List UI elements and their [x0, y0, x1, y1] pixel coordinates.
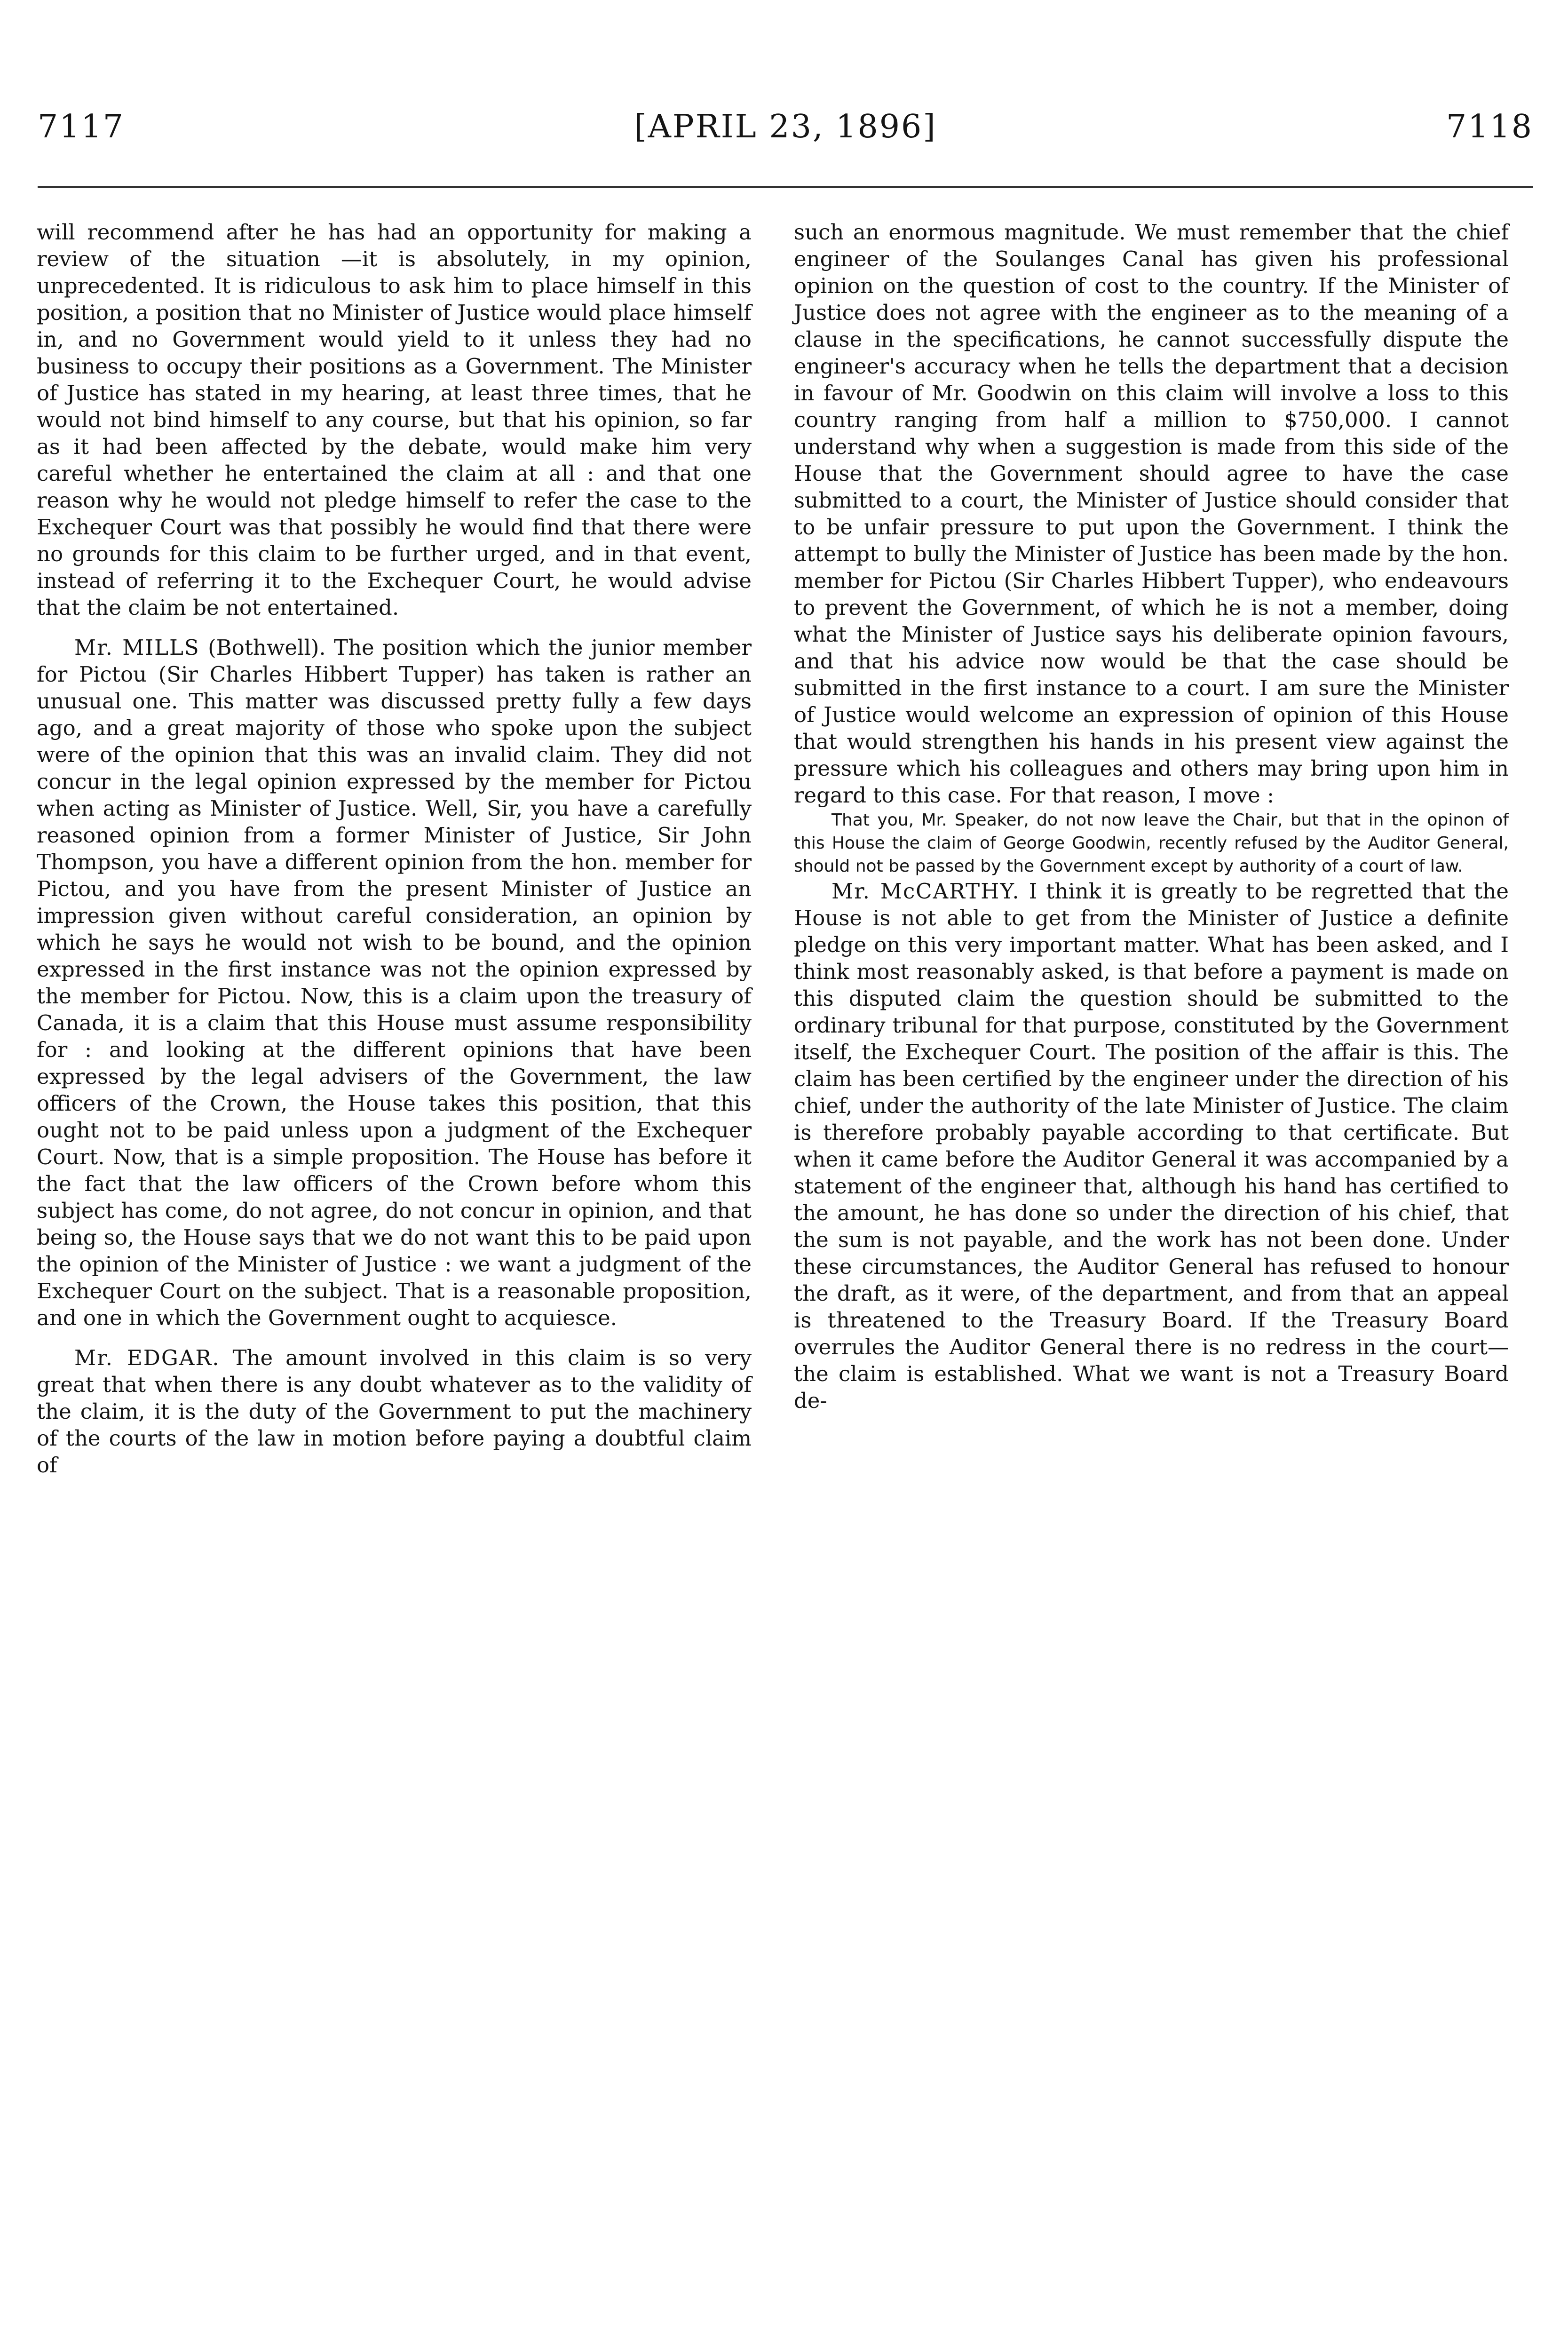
paragraph-edgar: [37, 1344, 752, 1478]
header-date: [APRIL 23, 1896]: [634, 108, 937, 145]
page-number-left: 7117: [38, 108, 125, 145]
speaker-mccarthy: Mr. McCARTHY.: [832, 879, 1020, 904]
header-rule: [38, 186, 1533, 188]
speech-edgar: The amount involved in this claim is so very great that when there is any doubt whatever as to the validity of the claim, it is the duty of the Government to put the machinery of the courts of the law in motion before paying a doubtful claim of: [37, 1345, 752, 1478]
paragraph-mills: [37, 634, 752, 1331]
page-number-right: 7118: [1446, 108, 1533, 145]
paragraph-mccarthy: [794, 878, 1509, 1414]
paragraph-edgar-continued: such an enormous magnitude. We must remember that the chief engineer of the Soulanges Canal has given his professional opinion on the question of cost to the country. If the Minister of Justice does not agree with the engineer as to the meaning of a clause in the specifications, he cannot successfully dispute the engineer's accuracy when he tells the department that a decision in favour of Mr. Goodwin on this claim will involve a loss to this country ranging from half a million to $750,000. I cannot understand why when a suggestion is made from this side of the House that the Government should agree to have the case submitted to a court, the Minister of Justice should consider that to be unfair pressure to put upon the Government. I think the attempt to bully the Minister of Justice has been made by the hon. member for Pictou (Sir Charles Hibbert Tupper), who endeavours to prevent the Government, of which he is not a member, doing what the Minister of Justice says his deliberate opinion favours, and that his advice now would be that the case should be submitted in the first instance to a court. I am sure the Minister of Justice would welcome an expression of opinion of this House that would strengthen his hands in his present view against the pressure which his colleagues and others may bring upon him in regard to this case. For that reason, I move :: [794, 220, 1509, 808]
left-column: [37, 219, 752, 1478]
speaker-mills: Mr. MILLS: [74, 635, 200, 660]
right-column: [794, 219, 1509, 1414]
paragraph-continuation: will recommend after he has had an opportunity for making a review of the situation —it is absolutely, in my opinion, unprecedented. It is ridiculous to ask him to place himself in this position, a position that no Minister of Justice would place himself in, and no Government would yield to it unless they had no business to occupy their positions as a Government. The Minister of Justice has stated in my hearing, at least three times, that he would not bind himself to any course, but that his opinion, so far as it had been affected by the debate, would make him very careful whether he entertained the claim at all : and that one reason why he would not pledge himself to refer the case to the Exchequer Court was that possibly he would find that there were no grounds for this claim to be further urged, and in that event, instead of referring it to the Exchequer Court, he would advise that the claim be not entertained.: [37, 220, 752, 620]
motion-text: That you, Mr. Speaker, do not now leave the Chair, but that in the opinon of this House the claim of George Goodwin, recently refused by the Auditor General, should not be passed by the Government except by authority of a court of law.: [794, 810, 1509, 876]
speech-mills: (Bothwell). The position which the junior member for Pictou (Sir Charles Hibbert Tupper) has taken is rather an unusual one. This matter was discussed pretty fully a few days ago, and a great majority of those who spoke upon the subject were of the opinion that this was an invalid claim. They did not concur in the legal opinion expressed by the member for Pictou when acting as Minister of Justice. Well, Sir, you have a carefully reasoned opinion from a former Minister of Justice, Sir John Thompson, you have a different opinion from the hon. member for Pictou, and you have from the present Minister of Justice an impression given without careful consideration, an opinion by which he says he would not wish to be bound, and the opinion expressed in the first instance was not the opinion expressed by the member for Pictou. Now, this is a claim upon the treasury of Canada, it is a claim that this House must assume responsibility for : and looking at the different opinions that have been expressed by the legal advisers of the Government, the law officers of the Crown, the House takes this position, that this ought not to be paid unless upon a judgment of the Exchequer Court. Now, that is a simple proposition. The House has before it the fact that the law officers of the Crown before whom this subject has come, do not agree, do not concur in opinion, and that being so, the House says that we do not want this to be paid upon the opinion of the Minister of Justice : we want a judgment of the Exchequer Court on the subject. That is a reasonable proposition, and one in which the Government ought to acquiesce.: [37, 635, 752, 1330]
page-header: [38, 108, 1533, 160]
speaker-edgar: Mr. EDGAR.: [74, 1345, 220, 1370]
speech-mccarthy: I think it is greatly to be regretted that the House is not able to get from the Minister of Justice a definite pledge on this very important matter. What has been asked, and I think most reasonably asked, is that before a payment is made on this disputed claim the question should be submitted to the ordinary tribunal for that purpose, constituted by the Government itself, the Exchequer Court. The position of the affair is this. The claim has been certified by the engineer under the direction of his chief, under the authority of the late Minister of Justice. The claim is therefore probably payable according to that certificate. But when it came before the Auditor General it was accompanied by a statement of the engineer that, although his hand has certified to the amount, he has done so under the direction of his chief, that the sum is not payable, and the work has not been done. Under these circumstances, the Auditor General has refused to honour the draft, as it were, of the department, and from that an appeal is threatened to the Treasury Board. If the Treasury Board overrules the Auditor General there is no redress in the court—the claim is established. What we want is not a Treasury Board de-: [794, 879, 1509, 1413]
